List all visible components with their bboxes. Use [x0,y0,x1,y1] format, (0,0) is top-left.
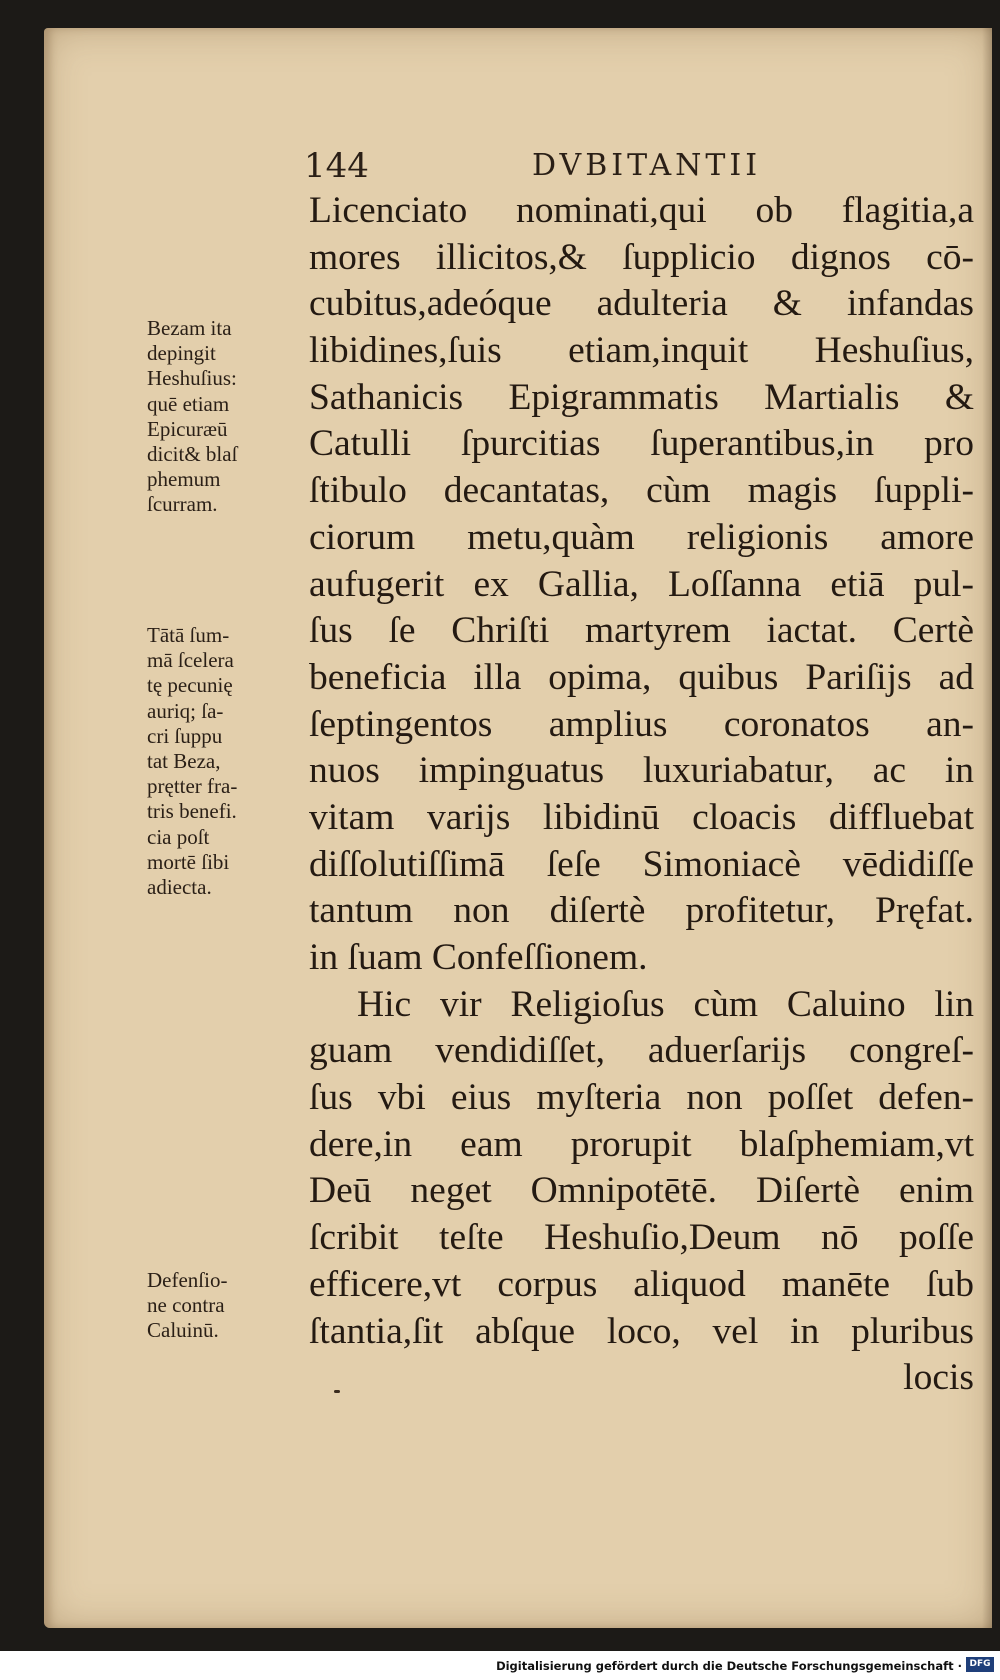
margin-note-line: ne contra [147,1293,225,1318]
text-line: efficere,vt corpus aliquod manēte ſub [309,1263,974,1305]
running-head [44,146,992,186]
dfg-logo: DFG [966,1657,994,1672]
margin-note-line: mortē ſibi [147,849,230,874]
margin-note-line: Caluinū. [147,1318,219,1343]
margin-note-line: mā ſcelera [147,648,234,673]
digitization-footer [0,1651,1000,1680]
margin-note-defensio [147,1268,307,1344]
text-line: ſcribit teſte Heshuſio,Deum nō poſſe [309,1217,974,1259]
text-line: vitam varijs libidinū cloacis diffluebat [309,796,974,838]
margin-note-line: prętter fra- [147,774,238,799]
text-line: cubitus,adeóque adulteria & infandas [309,283,974,325]
margin-note-line: tę pecunię [147,673,233,698]
margin-note-beza [147,316,307,518]
text-line: in ſuam Confeſſionem. [309,937,648,978]
catchword: locis [903,1357,974,1399]
margin-note-line: cia poſt [147,824,210,849]
margin-note-line: auriq; ſa- [147,698,224,723]
text-line: diſſolutiſſimā ſeſe Simoniacè vēdidiſſe [309,843,974,885]
text-line: Catulli ſpurcitias ſuperantibus,in pro [309,423,974,465]
margin-note-scelera [147,623,307,900]
margin-note-line: Defenſio- [147,1268,228,1292]
margin-note-line: Bezam ita [147,316,232,340]
text-line: libidines,ſuis etiam,inquit Heshuſius, [309,330,974,372]
footer-credit: Digitalisierung gefördert durch die Deutsche Forschungsgemeinschaft · [496,1659,962,1673]
margin-note-line: phemum [147,467,221,492]
margin-note-line: cri ſuppu [147,723,223,748]
margin-note-line: quē etiam [147,391,230,416]
margin-note-line: adiecta. [147,875,212,900]
margin-note-line: tris benefi. [147,799,237,824]
text-line: guam vendidiſſet, aduerſarijs congreſ- [309,1030,974,1072]
text-line: tantum non diſertè profitetur, Pręfat. [309,890,974,932]
running-title: DVBITANTII [532,148,762,183]
text-line: ſtantia,ſit abſque loco, vel in pluribus [309,1310,974,1352]
text-line: aufugerit ex Gallia, Loſſanna etiā pul- [309,563,974,605]
margin-note-line: Epicuræū [147,416,228,441]
text-line: mores illicitos,& ſupplicio dignos cō- [309,236,974,278]
page-number: 144 [304,146,369,186]
text-line: ſeptingentos amplius coronatos an- [309,703,974,745]
margin-note-line: ſcurram. [147,492,218,517]
text-line: beneficia illa opima, quibus Pariſijs ad [309,656,974,698]
text-line: dere,in eam prorupit blaſphemiam,vt [309,1123,974,1165]
text-line: ciorum metu,quàm religionis amore [309,516,974,558]
text-line: Licenciato nominati,qui ob flagitia,a [309,190,974,231]
text-line: ſtibulo decantatas, cùm magis ſuppli- [309,470,974,512]
margin-note-line: depingit [147,341,216,366]
text-line: Sathanicis Epigrammatis Martialis & [309,376,974,418]
text-line: Hic vir Religioſus cùm Caluino lin [357,983,974,1025]
ink-speck [334,1390,340,1393]
text-line: ſus vbi eius myſteria non poſſet defen- [309,1077,974,1119]
book-page [44,28,992,1628]
margin-note-line: Tātā ſum- [147,623,230,647]
main-text-block [309,188,974,1402]
text-line: nuos impinguatus luxuriabatur, ac in [309,750,974,792]
text-line: Deū neget Omnipotētē. Diſertè enim [309,1170,974,1212]
margin-note-line: tat Beza, [147,749,221,774]
margin-note-line: Heshuſius: [147,366,237,391]
margin-note-line: dicit& blaſ [147,442,238,467]
text-line: ſus ſe Chriſti martyrem iactat. Certè [309,610,974,652]
